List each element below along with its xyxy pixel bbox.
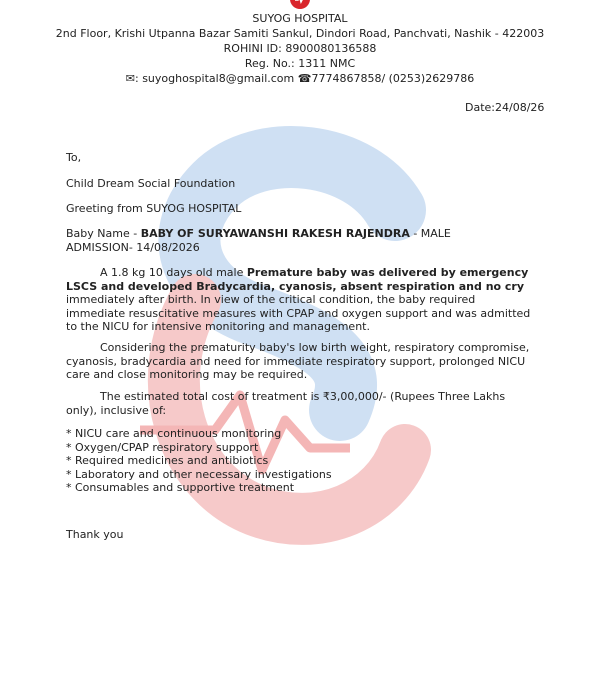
paragraph-cost-estimate xyxy=(66,390,536,417)
list-item: * Laboratory and other necessary investigations xyxy=(66,467,332,481)
salutation-to: To, xyxy=(66,151,82,164)
treatment-items-list xyxy=(66,427,536,495)
closing-line: Thank you xyxy=(66,528,124,541)
hospital-address: 2nd Floor, Krishi Utpanna Bazar Samiti Sankul, Dindori Road, Panchvati, Nashik - 422003 xyxy=(55,27,545,40)
email-address: suyoghospital8@gmail.com xyxy=(142,72,295,85)
hospital-logo-icon xyxy=(289,0,311,10)
letter-date: Date:24/08/26 xyxy=(465,101,545,114)
paragraph-care-needs xyxy=(66,341,536,382)
baby-details xyxy=(66,227,536,254)
email-icon: ✉ xyxy=(125,72,135,85)
para2-text: Considering the prematurity baby's low birth weight, respiratory compromise, cyanosis, bradycardia and need for immediate respiratory support, prolonged NICU care and close monitoring may be required. xyxy=(66,341,530,381)
hospital-name: SUYOG HOSPITAL xyxy=(252,12,348,25)
phone-icon: ☎ xyxy=(297,72,312,85)
registration-number: Reg. No.: 1311 NMC xyxy=(244,57,356,70)
rohini-id: ROHINI ID: 8900080136588 xyxy=(223,42,377,55)
list-item: * Oxygen/CPAP respiratory support xyxy=(66,440,259,454)
greeting-line: Greeting from SUYOG HOSPITAL xyxy=(66,202,242,215)
baby-name: BABY OF SURYAWANSHI RAKESH RAJENDRA xyxy=(140,227,410,240)
baby-name-label: Baby Name - xyxy=(66,227,141,240)
list-item: * Required medicines and antibiotics xyxy=(66,454,269,467)
paragraph-clinical-summary xyxy=(66,266,536,334)
admission-date: ADMISSION- 14/08/2026 xyxy=(66,240,200,254)
para1-bold: Premature baby was delivered by emergency LSCS and developed Bradycardia, cyanosis, absent respiration and no cry xyxy=(66,266,529,293)
phone-numbers: 7774867858/ (0253)2629786 xyxy=(311,72,475,85)
letterhead xyxy=(0,0,600,86)
recipient-name: Child Dream Social Foundation xyxy=(66,177,236,190)
para3-text: The estimated total cost of treatment is ₹3,00,000/- (Rupees Three Lakhs only), inclusive of: xyxy=(66,390,506,417)
baby-gender: - MALE xyxy=(409,227,451,240)
para1-start: A 1.8 kg 10 days old male xyxy=(100,266,247,279)
para1-end: immediately after birth. In view of the critical condition, the baby required immediate resuscitative measures with CPAP and oxygen support and was admitted to the NICU for intensive monitoring and management. xyxy=(66,293,531,333)
list-item: * NICU care and continuous monitoring xyxy=(66,427,282,440)
email-prefix: : xyxy=(134,72,139,85)
contact-line xyxy=(0,71,600,86)
list-item: * Consumables and supportive treatment xyxy=(66,481,295,494)
